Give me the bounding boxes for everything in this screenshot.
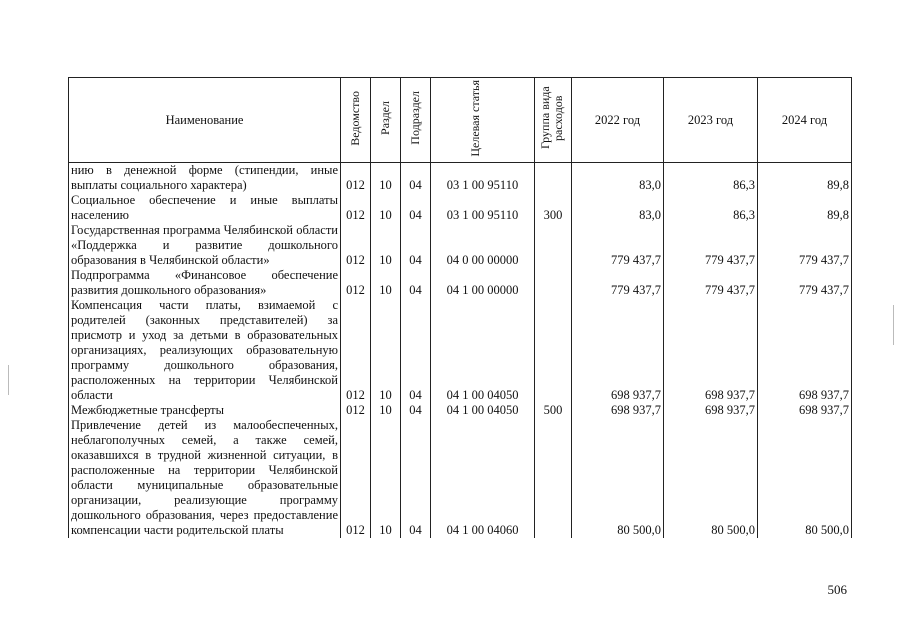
cell-name: Государственная программа Челябинской области «Поддержка и развитие дошкольного образования в Челябинской области» (69, 223, 341, 268)
scan-artifact (8, 365, 9, 395)
cell-2024: 80 500,0 (758, 418, 852, 538)
cell-celevaya-statya: 04 1 00 04050 (431, 298, 535, 403)
cell-gruppa-vida-rashodov: 500 (535, 403, 572, 418)
cell-name: Подпрограмма «Финансовое обеспечение развития дошкольного образования» (69, 268, 341, 298)
cell-2022: 80 500,0 (572, 418, 664, 538)
table-row (69, 298, 852, 403)
cell-podrazdel: 04 (401, 298, 431, 403)
cell-razdel: 10 (371, 193, 401, 223)
cell-2024: 698 937,7 (758, 403, 852, 418)
cell-celevaya-statya: 04 1 00 04050 (431, 403, 535, 418)
cell-celevaya-statya: 04 1 00 00000 (431, 268, 535, 298)
cell-razdel: 10 (371, 268, 401, 298)
cell-podrazdel: 04 (401, 418, 431, 538)
cell-razdel: 10 (371, 418, 401, 538)
cell-celevaya-statya: 04 0 00 00000 (431, 223, 535, 268)
page-number: 506 (827, 582, 847, 597)
header-razdel: Раздел (371, 78, 401, 163)
cell-2024: 698 937,7 (758, 298, 852, 403)
cell-2022: 779 437,7 (572, 268, 664, 298)
table-row (69, 418, 852, 538)
cell-vedomstvo: 012 (341, 418, 371, 538)
cell-razdel: 10 (371, 298, 401, 403)
cell-celevaya-statya: 03 1 00 95110 (431, 193, 535, 223)
table-row (69, 193, 852, 223)
cell-2022: 698 937,7 (572, 298, 664, 403)
cell-podrazdel: 04 (401, 223, 431, 268)
cell-2023: 779 437,7 (664, 223, 758, 268)
table-row (69, 403, 852, 418)
cell-podrazdel: 04 (401, 268, 431, 298)
cell-2024: 89,8 (758, 163, 852, 194)
cell-gruppa-vida-rashodov (535, 223, 572, 268)
cell-gruppa-vida-rashodov (535, 163, 572, 194)
cell-podrazdel: 04 (401, 163, 431, 194)
scan-artifact (893, 305, 894, 345)
cell-2022: 83,0 (572, 163, 664, 194)
cell-name: Привлечение детей из малообеспеченных, неблагополучных семей, а также семей, оказавшихся в трудной жизненной ситуации, в расположенные на территории Челябинской области муниципальные образовательные организации, реализующие программу дошкольного образования, через предоставление компенсации части родительской платы (69, 418, 341, 538)
cell-name: Компенсация части платы, взимаемой с родителей (законных представителей) за присмотр и уход за детьми в образовательных организациях, реализующих образовательную программу дошкольного образования, расположенных на территории Челябинской области (69, 298, 341, 403)
cell-vedomstvo: 012 (341, 298, 371, 403)
cell-2022: 698 937,7 (572, 403, 664, 418)
cell-razdel: 10 (371, 223, 401, 268)
header-2022: 2022 год (572, 78, 664, 163)
cell-celevaya-statya: 04 1 00 04060 (431, 418, 535, 538)
cell-2022: 779 437,7 (572, 223, 664, 268)
cell-name: Межбюджетные трансферты (69, 403, 341, 418)
header-gruppa-vida-rashodov: Группа вида расходов (535, 78, 572, 163)
cell-vedomstvo: 012 (341, 223, 371, 268)
cell-razdel: 10 (371, 403, 401, 418)
header-2024: 2024 год (758, 78, 852, 163)
cell-vedomstvo: 012 (341, 193, 371, 223)
cell-gruppa-vida-rashodov (535, 418, 572, 538)
cell-2024: 779 437,7 (758, 223, 852, 268)
budget-table (68, 77, 852, 538)
cell-vedomstvo: 012 (341, 268, 371, 298)
cell-2023: 86,3 (664, 193, 758, 223)
cell-2022: 83,0 (572, 193, 664, 223)
table-header (69, 78, 852, 163)
cell-2024: 779 437,7 (758, 268, 852, 298)
table-row (69, 163, 852, 194)
cell-gruppa-vida-rashodov: 300 (535, 193, 572, 223)
cell-vedomstvo: 012 (341, 163, 371, 194)
table-row (69, 268, 852, 298)
header-celevaya-statya: Целевая статья (431, 78, 535, 163)
table-body (69, 163, 852, 539)
header-vedomstvo: Ведомство (341, 78, 371, 163)
cell-2023: 698 937,7 (664, 298, 758, 403)
header-2023: 2023 год (664, 78, 758, 163)
header-podrazdel: Подраздел (401, 78, 431, 163)
cell-gruppa-vida-rashodov (535, 268, 572, 298)
cell-2023: 86,3 (664, 163, 758, 194)
cell-2023: 698 937,7 (664, 403, 758, 418)
cell-2023: 80 500,0 (664, 418, 758, 538)
table-row (69, 223, 852, 268)
cell-podrazdel: 04 (401, 193, 431, 223)
cell-2024: 89,8 (758, 193, 852, 223)
cell-celevaya-statya: 03 1 00 95110 (431, 163, 535, 194)
cell-2023: 779 437,7 (664, 268, 758, 298)
cell-razdel: 10 (371, 163, 401, 194)
header-name: Наименование (69, 78, 341, 163)
cell-name: Социальное обеспечение и иные выплаты населению (69, 193, 341, 223)
cell-name: нию в денежной форме (стипендии, иные выплаты социального характера) (69, 163, 341, 194)
cell-vedomstvo: 012 (341, 403, 371, 418)
cell-podrazdel: 04 (401, 403, 431, 418)
cell-gruppa-vida-rashodov (535, 298, 572, 403)
